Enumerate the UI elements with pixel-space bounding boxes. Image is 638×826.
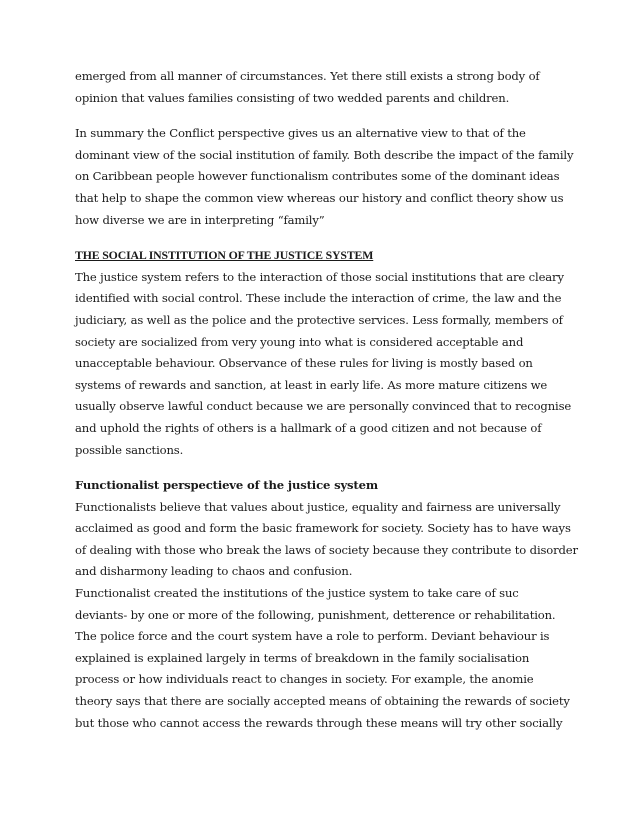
text-line: The police force and the court system have a role to perform. Deviant behaviour is [75, 629, 550, 644]
text-line: on Caribbean people however functionalism contributes some of the dominant ideas [75, 169, 560, 184]
text-line: systems of rewards and sanction, at least in early life. As more mature citizens we [75, 377, 548, 392]
text-line: explained is explained largely in terms of breakdown in the family socialisation [75, 650, 530, 665]
text-line: In summary the Conflict perspective gives us an alternative view to that of the [75, 126, 526, 141]
text-line: process or how individuals react to changes in society. For example, the anomie [75, 672, 534, 687]
text-line: dominant view of the social institution of family. Both describe the impact of the family [75, 147, 574, 162]
document-body [75, 66, 578, 734]
text-line: society are socialized from very young into what is considered acceptable and [75, 334, 524, 349]
text-line: possible sanctions. [75, 442, 184, 457]
text-line: and uphold the rights of others is a hallmark of a good citizen and not because of [75, 420, 542, 435]
text-line: The justice system refers to the interaction of those social institutions that are cleary [75, 269, 564, 284]
text-line: identified with social control. These include the interaction of crime, the law and the [75, 291, 562, 306]
text-line: of dealing with those who break the laws of society because they contribute to disorder [75, 542, 578, 557]
text-line: Functionalists believe that values about justice, equality and fairness are universally [75, 499, 561, 514]
text-line: deviants- by one or more of the following, punishment, detterence or rehabilitation. [75, 607, 556, 622]
section-heading-functionalist: Functionalist perspectieve of the justice system [75, 478, 378, 493]
text-line: unacceptable behaviour. Observance of these rules for living is mostly based on [75, 356, 533, 371]
section-heading-justice-system: THE SOCIAL INSTITUTION OF THE JUSTICE SYSTEM [75, 248, 374, 263]
text-line: but those who cannot access the rewards through these means will try other socially [75, 715, 563, 730]
paragraph-justice-system [75, 267, 575, 461]
text-line: acclaimed as good and form the basic framework for society. Society has to have ways [75, 521, 571, 536]
text-line: that help to shape the common view whereas our history and conflict theory show us [75, 190, 564, 205]
paragraph-spacer [75, 231, 575, 245]
text-line: and disharmony leading to chaos and confusion. [75, 564, 353, 579]
text-line: judiciary, as well as the police and the protective services. Less formally, members of [75, 312, 563, 327]
paragraph-spacer [75, 109, 575, 123]
paragraph-functionalist [75, 497, 578, 735]
text-line: usually observe lawful conduct because we are personally convinced that to recognise [75, 399, 572, 414]
text-line: theory says that there are socially accepted means of obtaining the rewards of society [75, 694, 570, 709]
text-line: how diverse we are in interpreting “family” [75, 212, 325, 227]
text-line: opinion that values families consisting of two wedded parents and children. [75, 90, 510, 105]
text-line: emerged from all manner of circumstances. Yet there still exists a strong body of [75, 69, 540, 83]
paragraph-conflict-summary [75, 123, 575, 231]
paragraph-spacer [75, 461, 575, 475]
text-line: Functionalist created the institutions of the justice system to take care of suc [75, 586, 519, 601]
paragraph-family-opinion [75, 66, 575, 109]
